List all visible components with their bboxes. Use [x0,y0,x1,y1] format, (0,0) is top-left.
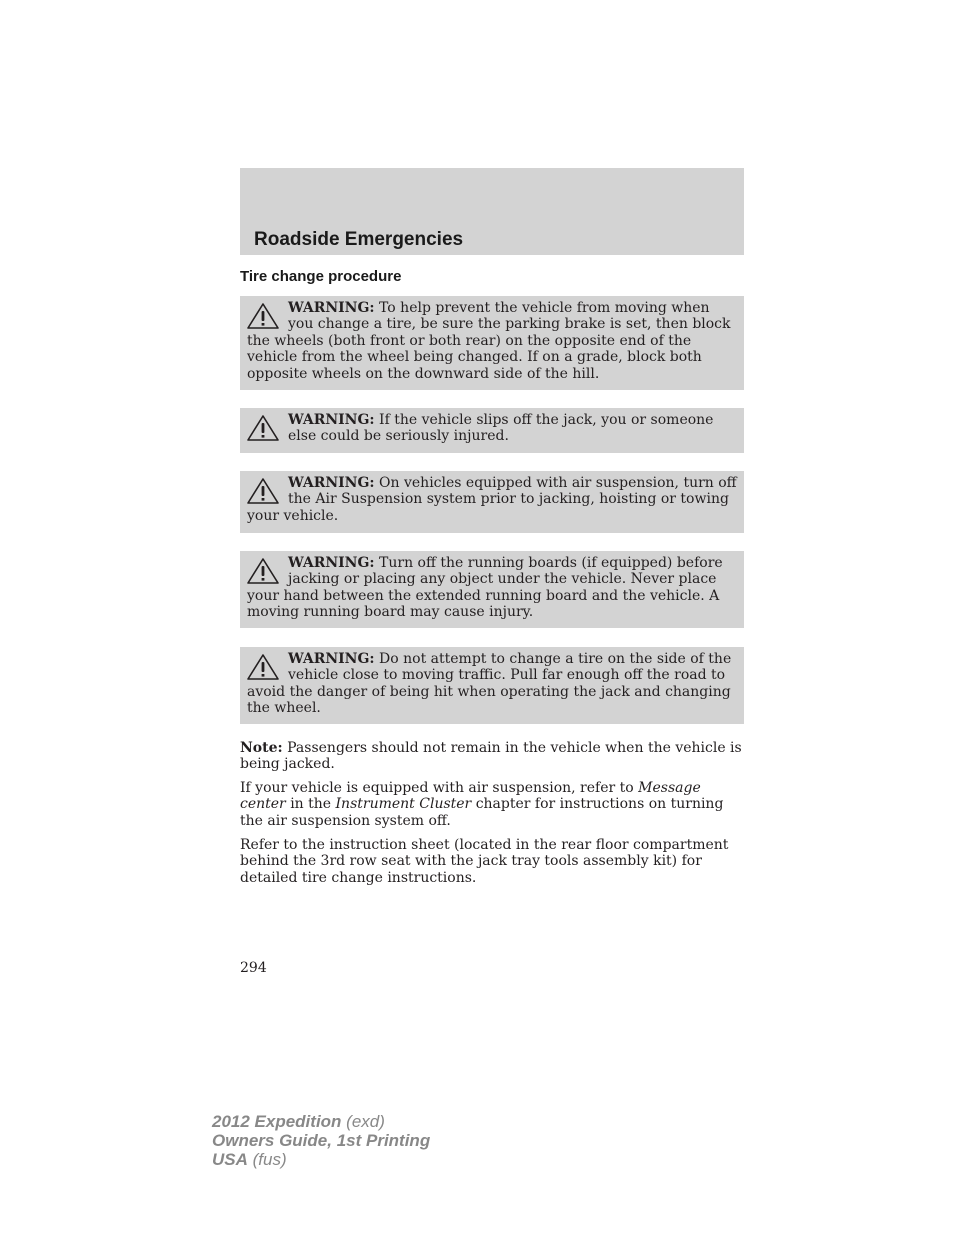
warning-box-4 [240,551,744,628]
warning-text-3: WARNING: On vehicles equipped with air suspension, turn off the Air Suspension system prior to jacking, hoisting or towing your vehicle. [247,475,737,524]
section-title: Roadside Emergencies [254,229,464,250]
warning-label: WARNING: [288,555,375,571]
warning-box-2 [240,408,744,453]
note-label: Note: [240,740,283,756]
warning-triangle-icon [246,477,280,505]
warning-text-2: WARNING: If the vehicle slips off the jack, you or someone else could be seriously injured. [288,412,714,445]
warning-box-1 [240,296,744,390]
warning-triangle-icon [246,557,280,585]
warning-triangle-icon [246,653,280,681]
warning-label: WARNING: [288,475,375,491]
instruction-paragraph: Refer to the instruction sheet (located in the rear floor compartment behind the 3rd row seat with the jack tray tools assembly kit) for detailed tire change instructions. [240,837,729,886]
warning-text-5: WARNING: Do not attempt to change a tire on the side of the vehicle close to moving traffic. Pull far enough off the road to avoid the danger of being hit when operating the jack and changing the wheel. [247,651,732,717]
warning-box-3 [240,471,744,533]
document-footer: 2012 Expedition (exd) Owners Guide, 1st Printing USA (fus) [212,1112,431,1169]
warning-text-1: WARNING: To help prevent the vehicle from moving when you change a tire, be sure the parking brake is set, then block the wheels (both front or both rear) on the opposite end of the vehicle from the wheel being changed. If on a grade, block both opposite wheels on the downward side of the hill. [247,300,731,382]
warning-box-5 [240,647,744,724]
note-paragraph: Note: Passengers should not remain in the vehicle when the vehicle is being jacked. [240,740,742,773]
warning-text-4: WARNING: Turn off the running boards (if equipped) before jacking or placing any object under the vehicle. Never place your hand between the extended running board and the vehicle. A moving running board may cause injury. [247,555,723,621]
warning-triangle-icon [246,302,280,330]
warning-triangle-icon [246,414,280,442]
message-center-reference: Message center [240,780,701,813]
section-header-band [240,168,744,255]
warning-label: WARNING: [288,651,375,667]
warning-label: WARNING: [288,300,375,316]
air-suspension-paragraph: If your vehicle is equipped with air suspension, refer to Message center in the Instrument Cluster chapter for instructions on turning the air suspension system off. [240,780,724,829]
warning-label: WARNING: [288,412,375,428]
instrument-cluster-reference: Instrument Cluster [335,796,472,813]
page-number: 294 [240,960,267,976]
subheading: Tire change procedure [240,268,402,285]
